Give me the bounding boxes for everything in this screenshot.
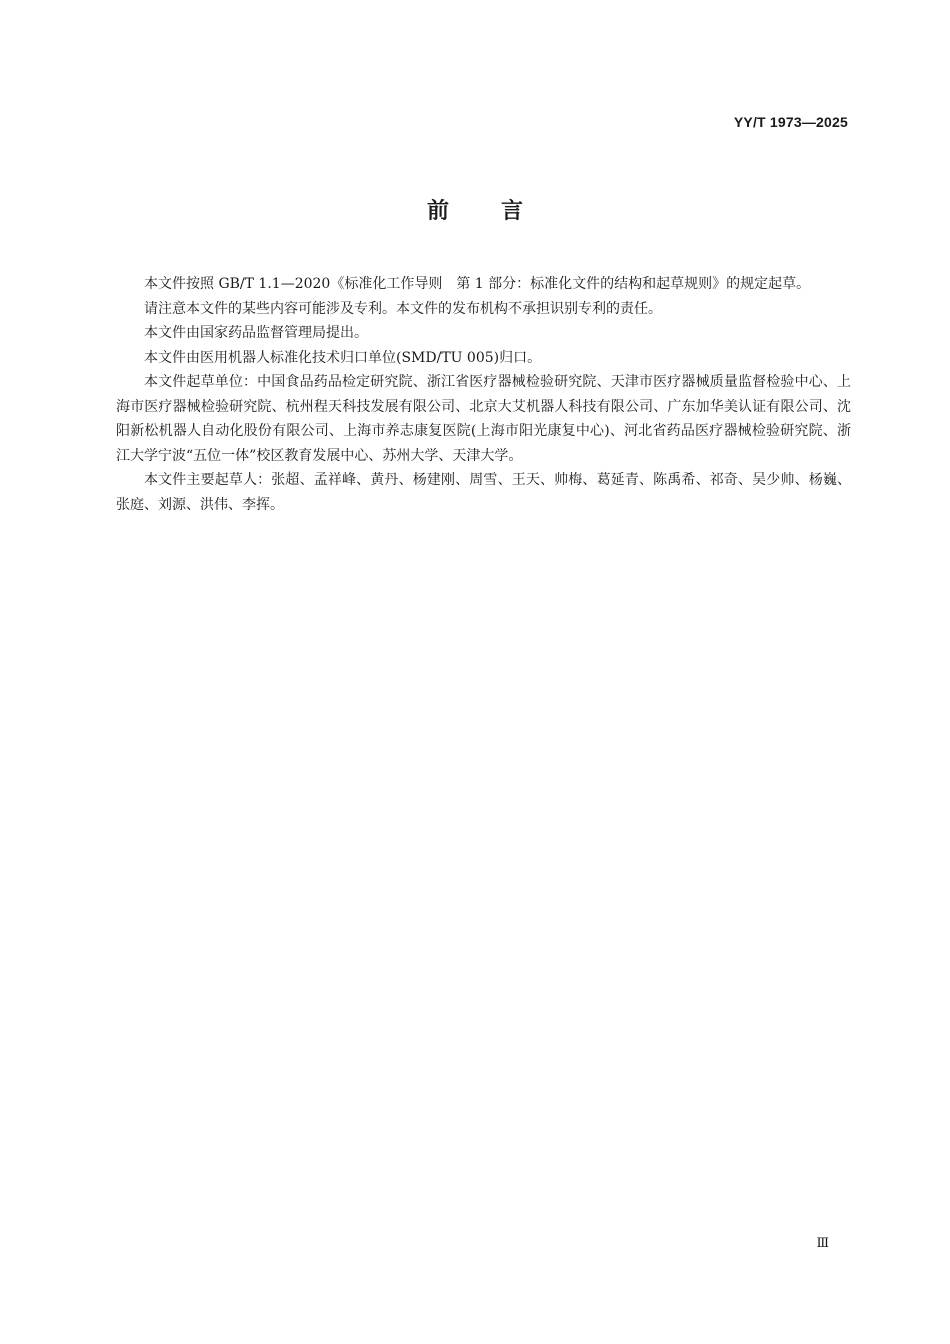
page-title <box>0 194 950 225</box>
standard-code: YY/T 1973—2025 <box>733 114 848 130</box>
paragraph-patent-notice: 请注意本文件的某些内容可能涉及专利。本文件的发布机构不承担识别专利的责任。 <box>144 300 662 317</box>
paragraph-drafting-units: 本文件起草单位：中国食品药品检定研究院、浙江省医疗器械检验研究院、天津市医疗器械质量监督检验中心、上海市医疗器械检验研究院、杭州程天科技发展有限公司、北京大艾机器人科技有限公司、广东加华美认证有限公司、沈阳新松机器人自动化股份有限公司、上海市养志康复医院(上海市阳光康复中心)、河北省药品医疗器械检验研究院、浙江大学宁波“五位一体”校区教育发展中心、苏州大学、天津大学。 <box>116 374 851 464</box>
paragraph-centralized-unit: 本文件由医用机器人标准化技术归口单位(SMD/TU 005)归口。 <box>144 349 542 366</box>
title-char-1: 前 <box>426 199 449 224</box>
paragraph-drafting-rules: 本文件按照 GB/T 1.1—2020《标准化工作导则 第 1 部分：标准化文件的结构和起草规则》的规定起草。 <box>144 276 811 292</box>
page-number: Ⅲ <box>816 1236 829 1251</box>
foreword-body <box>116 272 851 517</box>
paragraph-drafters: 本文件主要起草人：张超、孟祥峰、黄丹、杨建刚、周雪、王天、帅梅、葛延青、陈禹希、祁奇、吴少帅、杨巍、张庭、刘源、洪伟、李挥。 <box>116 472 851 513</box>
title-char-2: 言 <box>501 199 524 224</box>
paragraph-proposer: 本文件由国家药品监督管理局提出。 <box>144 325 368 341</box>
